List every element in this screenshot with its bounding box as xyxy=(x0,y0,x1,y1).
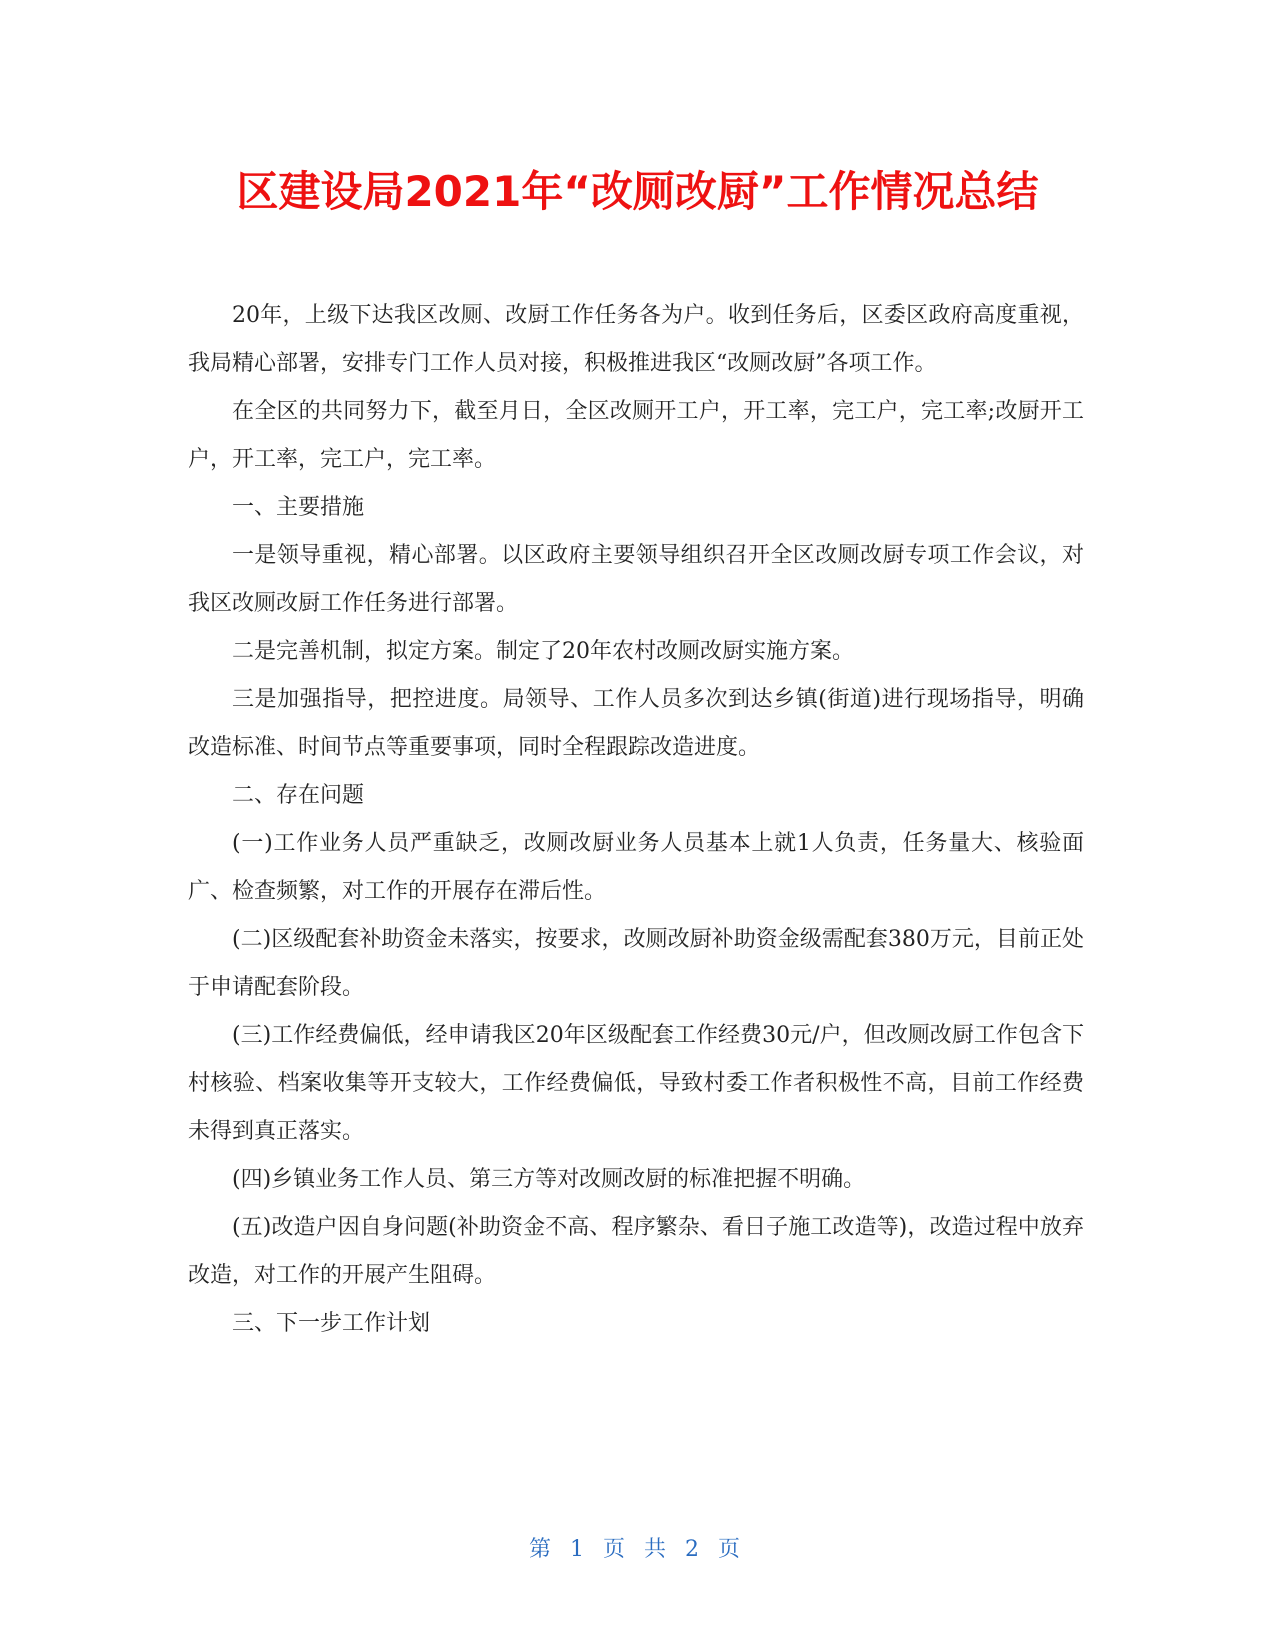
section-heading: 一、主要措施 xyxy=(232,495,365,520)
paragraph: (三)工作经费偏低，经申请我区20年区级配套工作经费30元/户，但改厕改厨工作包含下村核验、档案收集等开支较大，工作经费偏低，导致村委工作者积极性不高，目前工作经费未得到真正落实。 xyxy=(188,1023,1084,1144)
paragraph: 20年，上级下达我区改厕、改厨工作任务各为户。收到任务后，区委区政府高度重视，我局精心部署，安排专门工作人员对接，积极推进我区“改厕改厨”各项工作。 xyxy=(188,303,1084,376)
section-heading: 三、下一步工作计划 xyxy=(232,1311,431,1336)
paragraph: (五)改造户因自身问题(补助资金不高、程序繁杂、看日子施工改造等)，改造过程中放弃改造，对工作的开展产生阻碍。 xyxy=(188,1215,1084,1288)
paragraph: (四)乡镇业务工作人员、第三方等对改厕改厨的标准把握不明确。 xyxy=(232,1167,866,1192)
paragraph: 在全区的共同努力下，截至月日，全区改厕开工户，开工率，完工户，完工率;改厨开工户，开工率，完工户，完工率。 xyxy=(188,399,1084,472)
paragraph: 一是领导重视，精心部署。以区政府主要领导组织召开全区改厕改厨专项工作会议，对我区改厕改厨工作任务进行部署。 xyxy=(188,543,1084,616)
document-title: 区建设局2021年“改厕改厨”工作情况总结 xyxy=(236,167,1039,216)
paragraph: (一)工作业务人员严重缺乏，改厕改厨业务人员基本上就1人负责，任务量大、核验面广、检查频繁，对工作的开展存在滞后性。 xyxy=(188,831,1084,904)
paragraph: (二)区级配套补助资金未落实，按要求，改厕改厨补助资金级需配套380万元，目前正处于申请配套阶段。 xyxy=(188,927,1084,1000)
page-number-footer: 第 1 页 共 2 页 xyxy=(529,1537,746,1562)
section-heading: 二、存在问题 xyxy=(232,783,365,808)
paragraph: 三是加强指导，把控进度。局领导、工作人员多次到达乡镇(街道)进行现场指导，明确改造标准、时间节点等重要事项，同时全程跟踪改造进度。 xyxy=(188,687,1084,760)
paragraph: 二是完善机制，拟定方案。制定了20年农村改厕改厨实施方案。 xyxy=(232,639,854,664)
document-body xyxy=(188,292,1084,1348)
